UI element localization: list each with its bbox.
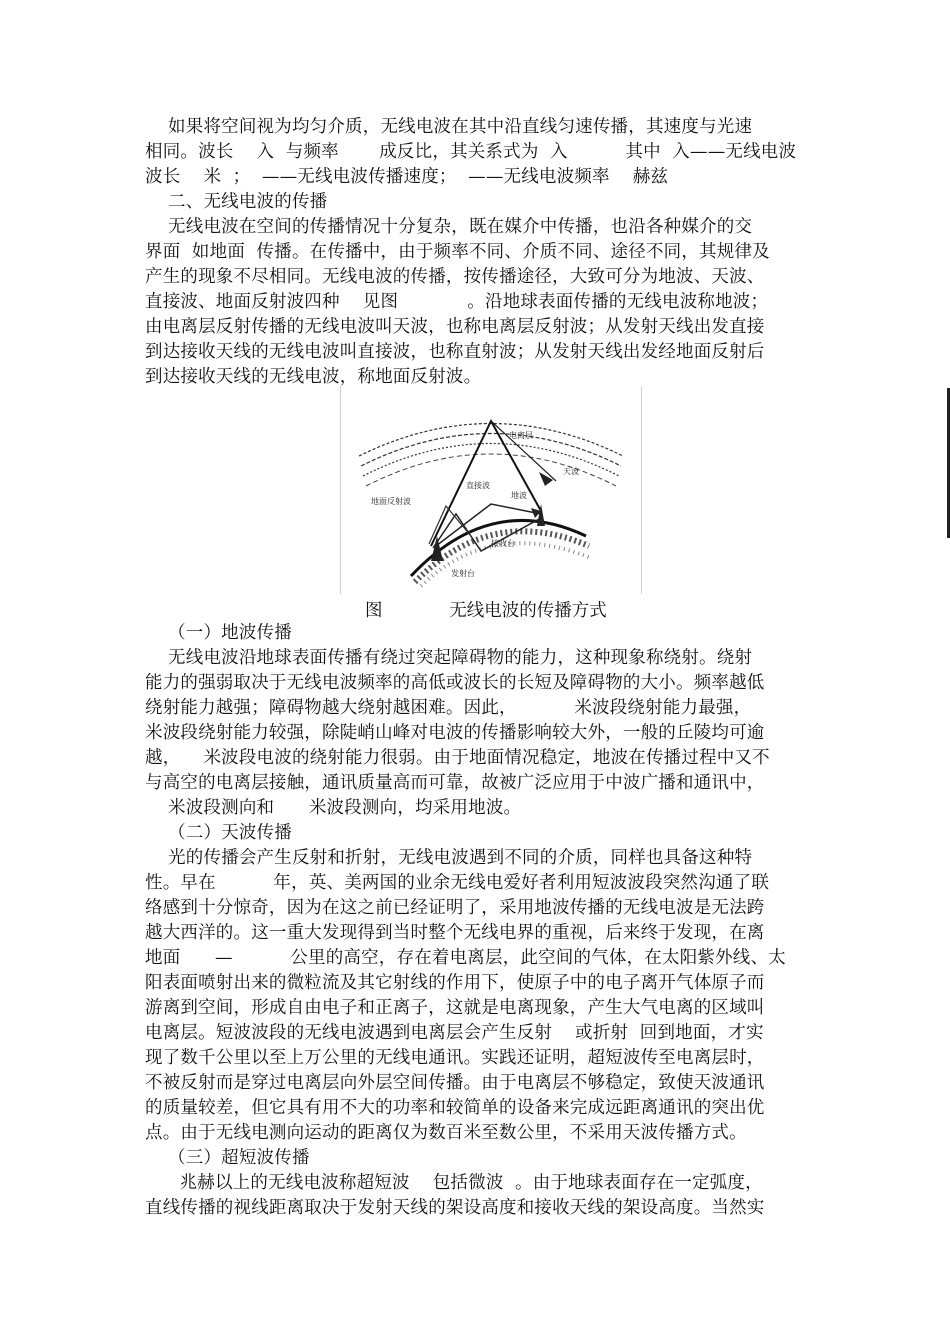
text-line: 绕射能力越强；障碍物越大绕射越困难。因此， 米波段绕射能力最强， — [145, 698, 752, 718]
figure-caption: 图 无线电波的传播方式 — [365, 601, 607, 621]
text-line: 越， 米波段电波的绕射能力很弱。由于地面情况稳定，地波在传播过程中又不 — [145, 748, 770, 768]
text-line: 直线传播的视线距离取决于发射天线的架设高度和接收天线的架设高度。当然实 — [145, 1198, 765, 1218]
text-line: 相同。波长 入 与频率 成反比，其关系式为 入 其中 入——无线电波 — [145, 142, 797, 162]
label-direct-wave: 直接波 — [466, 481, 490, 490]
text-line: 电离层。短波波段的无线电波遇到电离层会产生反射 或折射 回到地面，才实 — [145, 1023, 764, 1043]
text-line: 光的传播会产生反射和折射，无线电波遇到不同的介质，同样也具备这种特 — [145, 848, 753, 868]
text-line: 波长 米 ； ——无线电波传播速度； ——无线电波频率 赫兹 — [145, 167, 669, 187]
ionosphere-band — [359, 424, 623, 457]
section-heading: （二）天波传播 — [145, 823, 292, 843]
text-line: 产生的现象不尽相同。无线电波的传播，按传播途径，大致可分为地波、天波、 — [145, 267, 765, 287]
text-line: 能力的强弱取决于无线电波频率的高低或波长的长短及障碍物的大小。频率越低 — [145, 673, 765, 693]
text-line: 直接波、地面反射波四种 见图 。沿地球表面传播的无线电波称地波； — [145, 292, 769, 312]
propagation-diagram — [341, 386, 641, 594]
text-line: 不被反射而是穿过电离层向外层空间传播。由于电离层不够稳定，致使天波通讯 — [145, 1073, 765, 1093]
section-heading: （一）地波传播 — [145, 623, 292, 643]
label-transmitter: 发射台 — [451, 569, 475, 578]
earth-texture — [421, 543, 591, 586]
section-heading: （三）超短波传播 — [145, 1148, 310, 1168]
label-ground-wave: 地波 — [511, 491, 527, 500]
text-line: 络感到十分惊奇，因为在这之前已经证明了，采用地波传播的无线电波是无法跨 — [145, 898, 765, 918]
text-line: 无线电波沿地球表面传播有绕过突起障碍物的能力，这种现象称绕射。绕射 — [145, 648, 753, 668]
label-receiver: 接收台 — [491, 539, 515, 548]
sky-wave-ray — [491, 421, 556, 481]
text-line: 如果将空间视为均匀介质，无线电波在其中沿直线匀速传播，其速度与光速 — [145, 117, 753, 137]
text-line: 到达接收天线的无线电波，称地面反射波。 — [145, 367, 482, 387]
text-line: 米波段绕射能力较强，除陡峭山峰对电波的传播影响较大外，一般的丘陵均可逾 — [145, 723, 765, 743]
ionosphere-band — [361, 434, 621, 467]
text-line: 游离到空间，形成自由电子和正离子，这就是电离现象，产生大气电离的区域叫 — [145, 998, 765, 1018]
text-line: 点。由于无线电测向运动的距离仅为数百米至数公里，不采用天波传播方式。 — [145, 1123, 747, 1143]
text-line: 现了数千公里以至上万公里的无线电通讯。实践还证明，超短波传至电离层时， — [145, 1048, 765, 1068]
arrow-icon — [539, 472, 553, 486]
text-line: 米波段测向和 米波段测向，均采用地波。 — [145, 798, 522, 818]
text-line: 阳表面喷射出来的微粒流及其它射线的作用下，使原子中的电子离开气体原子而 — [145, 973, 765, 993]
label-ground-reflected-wave: 地面反射波 — [371, 497, 411, 506]
text-line: 到达接收天线的无线电波叫直接波，也称直射波；从发射天线出发经地面反射后 — [145, 342, 765, 362]
text-line: 越大西洋的。这一重大发现得到当时整个无线电界的重视，后来终于发现，在离 — [145, 923, 765, 943]
text-line: 地面 — 公里的高空，存在着电离层，此空间的气体，在太阳紫外线、太 — [145, 948, 786, 968]
text-line: 由电离层反射传播的无线电波叫天波，也称电离层反射波；从发射天线出发直接 — [145, 317, 765, 337]
text-line: 与高空的电离层接触，通讯质量高而可靠，故被广泛应用于中波广播和通讯中， — [145, 773, 765, 793]
label-sky-wave: 天波 — [563, 467, 579, 476]
section-heading: 二、无线电波的传播 — [145, 192, 328, 212]
text-line: 界面 如地面 传播。在传播中，由于频率不同、介质不同、途径不同，其规律及 — [145, 242, 770, 262]
text-line: 无线电波在空间的传播情况十分复杂，既在媒介中传播，也沿各种媒介的交 — [145, 217, 753, 237]
propagation-figure — [340, 386, 642, 594]
text-line: 性。早在 年，英、美两国的业余无线电爱好者利用短波波段突然沟通了联 — [145, 873, 770, 893]
text-line: 兆赫以上的无线电波称超短波 包括微波 。由于地球表面存在一定弧度， — [145, 1173, 763, 1193]
label-ionosphere: 电离层 — [509, 431, 533, 440]
text-line: 的质量较差，但它具有用不大的功率和较简单的设备来完成远距离通讯的突出优 — [145, 1098, 765, 1118]
